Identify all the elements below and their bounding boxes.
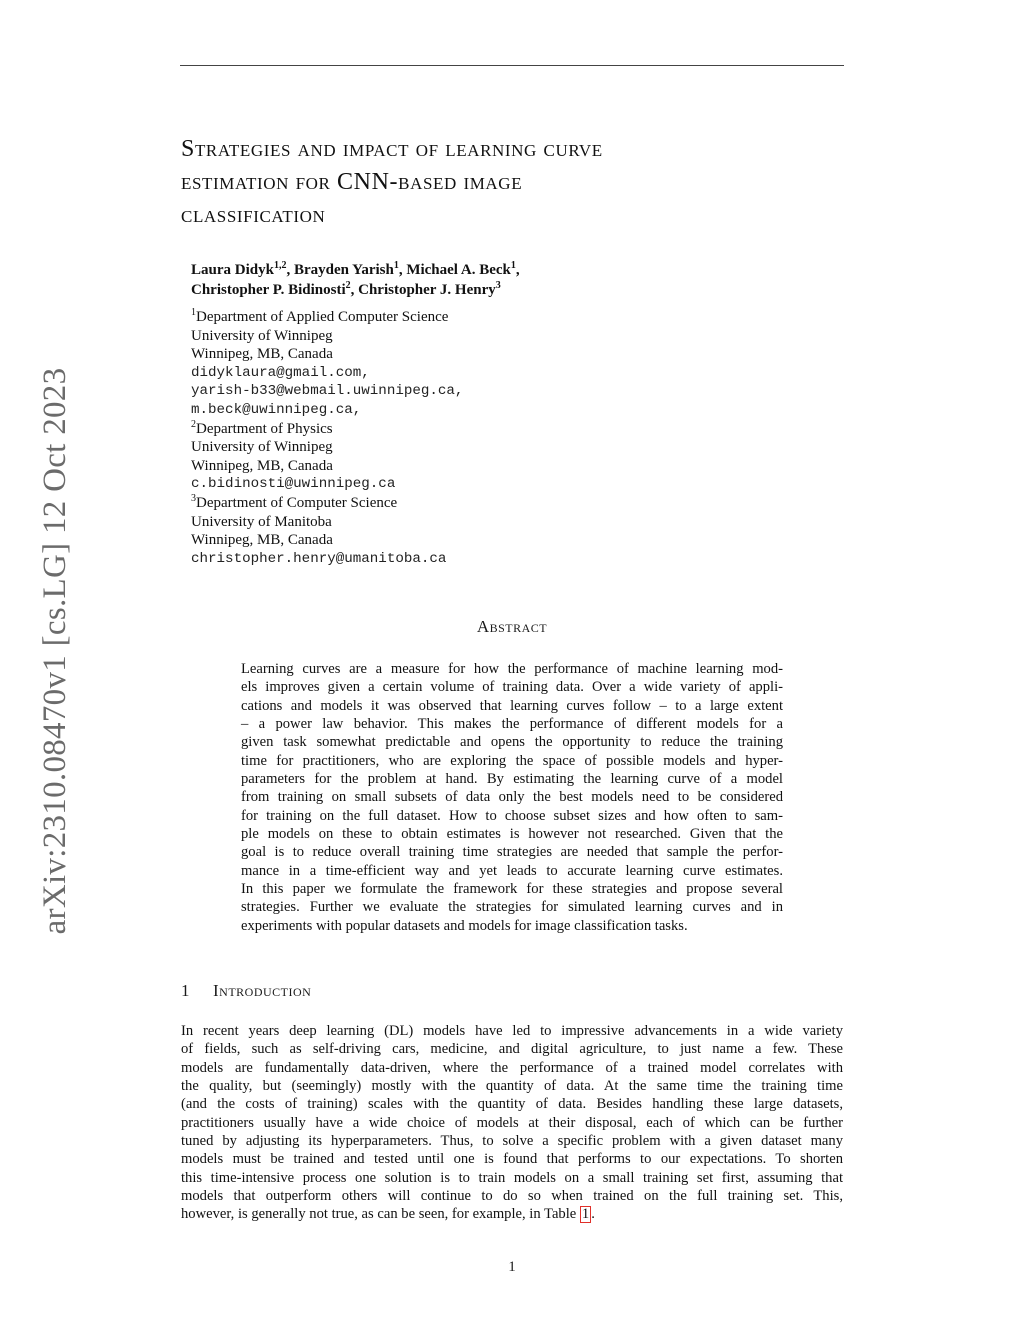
abstract-line: experiments with popular datasets and models for image classification tasks. bbox=[241, 917, 688, 934]
department-name: Department of Computer Science bbox=[196, 494, 398, 511]
body-line-end: . bbox=[591, 1206, 595, 1223]
title-line-1: Strategies and impact of learning curve bbox=[181, 136, 603, 162]
abstract-line: time for practitioners, who are exploring the space of possible models and hyper- bbox=[241, 752, 783, 769]
title-line-2: estimation for CNN-based image bbox=[181, 169, 523, 195]
body-line: In recent years deep learning (DL) models have led to impressive advancements in a wide variety bbox=[181, 1023, 843, 1039]
author-affiliation-mark: 2 bbox=[345, 280, 351, 291]
abstract-line: cations and models it was observed that learning curves follow – to a large extent bbox=[241, 697, 783, 714]
abstract-line: – a power law behavior. This makes the performance of different models for a bbox=[241, 716, 783, 733]
affiliation-block bbox=[191, 308, 831, 568]
department-name: Department of Applied Computer Science bbox=[196, 309, 449, 325]
section-title: Introduction bbox=[213, 981, 312, 1000]
body-line: models are fundamentally data-driven, where the performance of a trained model correlates with bbox=[181, 1059, 843, 1076]
author-name: Christopher P. Bidinosti bbox=[191, 282, 346, 298]
author-name: Michael A. Beck bbox=[406, 262, 511, 278]
abstract-line: In this paper we formulate the framework for these strategies and propose several bbox=[241, 881, 783, 898]
abstract-line: given task somewhat predictable and opens the opportunity to reduce the training bbox=[241, 734, 783, 751]
author-name: Brayden Yarish bbox=[293, 262, 394, 278]
body-line: the quality, but (seemingly) mostly with the quantity of data. At the same time the training time bbox=[181, 1078, 843, 1095]
body-line bbox=[181, 1205, 843, 1223]
body-line: tuned by adjusting its hyperparameters. Thus, to solve a specific problem with a given dataset many bbox=[181, 1133, 843, 1150]
page-number: 1 bbox=[508, 1259, 516, 1275]
title-line-3: classification bbox=[181, 202, 326, 228]
abstract-line: parameters for the problem at hand. By estimating the learning curve of a model bbox=[241, 771, 783, 788]
top-rule bbox=[180, 65, 844, 66]
abstract-line: from training on small subsets of data only the best models need to be considered bbox=[241, 789, 783, 806]
abstract-heading: Abstract bbox=[476, 617, 548, 636]
author-separator: , bbox=[286, 262, 294, 278]
body-line: models must be trained and tested until one is found that performs to our expectations. To shorten bbox=[181, 1151, 843, 1168]
abstract-line: mance in a time-efficient way and yet leads to accurate learning curve estimates. bbox=[241, 862, 783, 879]
author-separator: , bbox=[398, 262, 407, 278]
abstract-line: goal is to reduce overall training time strategies are needed that sample the perfor- bbox=[241, 844, 783, 861]
affiliation-location: Winnipeg, MB, Canada bbox=[191, 346, 333, 363]
body-line: this time-intensive process one solution is to train models on a small training set first, assuming that bbox=[181, 1169, 843, 1186]
table-reference-link[interactable]: 1 bbox=[581, 1206, 590, 1223]
affiliation-number: 1 bbox=[191, 307, 196, 318]
section-heading-introduction bbox=[181, 980, 681, 1002]
author-line-1 bbox=[191, 260, 831, 280]
arxiv-identifier-stamp[interactable]: arXiv:2310.08470v1 [cs.LG] 12 Oct 2023 bbox=[37, 367, 73, 935]
abstract-text bbox=[241, 660, 783, 935]
author-affiliation-mark: 1 bbox=[510, 260, 516, 271]
body-line-text: however, is generally not true, as can be seen, for example, in Table bbox=[181, 1206, 580, 1223]
body-line: of fields, such as self-driving cars, medicine, and digital agriculture, to just name a few. These bbox=[181, 1041, 843, 1058]
author-affiliation-mark: 1,2 bbox=[273, 260, 287, 271]
abstract-line: els improves given a certain volume of training data. Over a wide variety of appli- bbox=[241, 679, 783, 696]
affiliation-university: University of Winnipeg bbox=[191, 439, 333, 456]
abstract-line: for training on the full dataset. How to choose subset sizes and how often to sam- bbox=[241, 807, 783, 824]
author-separator: , bbox=[350, 282, 359, 298]
author-name: Christopher J. Henry bbox=[358, 282, 496, 298]
affiliation-department bbox=[191, 494, 831, 513]
section-number: 1 bbox=[181, 981, 190, 1000]
email-link[interactable]: c.bidinosti@uwinnipeg.ca bbox=[191, 476, 396, 493]
abstract-line: Learning curves are a measure for how the performance of machine learning mod- bbox=[241, 661, 783, 677]
affiliation-location: Winnipeg, MB, Canada bbox=[191, 457, 333, 474]
affiliation-number: 3 bbox=[191, 492, 196, 504]
author-name: Laura Didyk bbox=[191, 262, 274, 278]
affiliation-university: University of Winnipeg bbox=[191, 327, 333, 344]
affiliation-department bbox=[191, 308, 831, 327]
department-name: Department of Physics bbox=[196, 420, 333, 437]
body-line: (and the costs of training) scales with the quantity of data. Besides handling these large datasets, bbox=[181, 1096, 843, 1113]
affiliation-university: University of Manitoba bbox=[191, 513, 332, 530]
affiliation-location: Winnipeg, MB, Canada bbox=[191, 532, 333, 549]
author-affiliation-mark: 1 bbox=[393, 260, 399, 271]
abstract-line: ple models on these to obtain estimates is however not researched. Given that the bbox=[241, 826, 783, 843]
paper-title bbox=[181, 133, 841, 232]
email-link[interactable]: m.beck@uwinnipeg.ca, bbox=[191, 401, 362, 418]
author-list bbox=[191, 260, 831, 300]
introduction-text bbox=[181, 1022, 843, 1224]
body-line: models that outperform others will continue to do so when trained on the full training set. This, bbox=[181, 1188, 843, 1205]
abstract-line: strategies. Further we evaluate the strategies for simulated learning curves and in bbox=[241, 899, 783, 916]
body-line: practitioners usually have a wide choice of models at their disposal, each of which can be further bbox=[181, 1114, 843, 1131]
author-affiliation-mark: 3 bbox=[495, 280, 501, 291]
author-line-2 bbox=[191, 280, 831, 300]
email-link[interactable]: yarish-b33@webmail.uwinnipeg.ca, bbox=[191, 383, 464, 400]
email-link[interactable]: christopher.henry@umanitoba.ca bbox=[191, 550, 447, 567]
email-link[interactable]: didyklaura@gmail.com, bbox=[191, 364, 370, 381]
affiliation-number: 2 bbox=[191, 418, 196, 430]
author-separator: , bbox=[515, 262, 520, 278]
affiliation-department bbox=[191, 420, 831, 439]
